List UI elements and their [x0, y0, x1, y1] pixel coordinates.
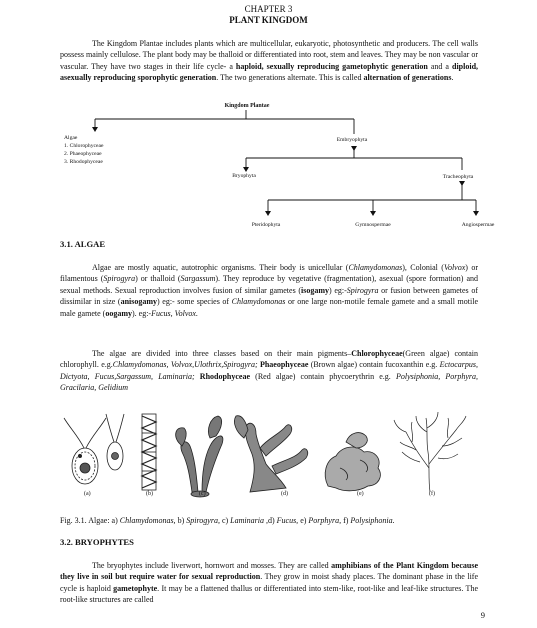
algae-paragraph-2: The algae are divided into three classes based on their main pigments–Chlorophyceae(Green algae) contain chlorophyll. e.g.Chlamydomonas, Volvox,Ulothrix,Spirogyra; Phaeophyceae (Brown algae) contain fucoxanthin e.g. Ectocarpus, Dictyota, Fucus,Sargassum, Laminaria; Rhodophyceae (Red algae) contain phycoerythrin e.g. Polysiphonia, Porphyra, Gracilaria, Gelidium [60, 349, 478, 393]
tree-algae-item: 3. Rhodophyceae [64, 159, 103, 165]
tree-algae-item: 1. Chlorophyceae [64, 143, 104, 149]
chlamydomonas-illustration [64, 418, 106, 484]
bryophytes-paragraph: The bryophytes include liverwort, hornwort and mosses. They are called amphibians of the Plant Kingdom because they live in soil but require water for sexual reproduction. They grow in moist shady places. The dominant phase in the life cycle is haploid gametophyte. It may be a flattened thallus or differentiated into stem-like, root-like and leaf-like structures. The root-like structures are called [60, 561, 479, 605]
algae-heading: 3.1. ALGAE [60, 239, 106, 249]
figure-label-d: (d) [281, 491, 288, 497]
tree-embryophyta: Embryophyta [336, 137, 368, 143]
algae-paragraph-1: Algae are mostly aquatic, autotrophic organisms. Their body is unicellular (Chlamydomonas), Colonial (Volvox) or filamentous (Spirogyra) or thalloid (Sargassum). They reproduce by vegetative (fragmentation), asexual (spore formation) and sexual methods. Sexual reproduction involves fusion of similar gametes (isogamy) eg:-Spirogyra or fusion between gametes of dissimilar in size (anisogamy) eg:- some species of Chlamydomonas or one large non-motile female gamete and a small motile male gamete (oogamy). eg:-Fucus, Volvox. [60, 263, 479, 318]
tree-bryophyta: Bryophyta [232, 173, 256, 179]
tree-algae-item: 2. Phaeophyceae [64, 151, 102, 157]
algae-illustrations [60, 408, 480, 500]
tree-root: Kingdom Plantae [224, 103, 270, 109]
figure-caption: Fig. 3.1. Algae: a) Chlamydomonas, b) Spirogyra, c) Laminaria ,d) Fucus, e) Porphyra, f) Polysiphonia. [60, 516, 395, 525]
tree-tracheophyta: Tracheophyta [442, 174, 474, 180]
tree-gymnospermae: Gymnospermae [355, 222, 391, 228]
tree-pteridophyta: Pteridophyta [251, 222, 281, 228]
chapter-title: PLANT KINGDOM [229, 15, 308, 25]
bryophytes-heading: 3.2. BRYOPHYTES [60, 537, 134, 547]
polysiphonia-illustration [394, 412, 466, 492]
porphyra-illustration [325, 433, 380, 491]
classification-tree [0, 0, 537, 240]
intro-paragraph: The Kingdom Plantae includes plants which are multicellular, eukaryotic, photosynthetic and producers. The cell walls possess mainly cellulose. The plant body may be thalloid or differentiated into root, stem and leaves. They may be non vascular or vascular. They have two stages in their life cycle- a haploid, sexually reproducing gametophytic generation and a diploid, asexually reproducing sporophytic generation. The two generations alternate. This is called alternation of generations. [60, 39, 479, 83]
fucus-illustration [234, 416, 307, 492]
figure-label-b: (b) [146, 491, 153, 497]
tree-angiospermae: Angiospermae [461, 222, 495, 228]
figure-label-f: (f) [429, 491, 435, 497]
page-number: 9 [480, 610, 485, 620]
tree-algae: Algae [64, 135, 78, 141]
laminaria-illustration [176, 416, 223, 497]
figure-label-c: (c) [199, 491, 206, 497]
chapter-label: CHAPTER 3 [244, 4, 293, 14]
chlamydomonas-cell-illustration [106, 414, 124, 470]
spirogyra-illustration [142, 414, 156, 490]
figure-label-e: (e) [357, 491, 364, 497]
figure-label-a: (a) [84, 491, 91, 497]
